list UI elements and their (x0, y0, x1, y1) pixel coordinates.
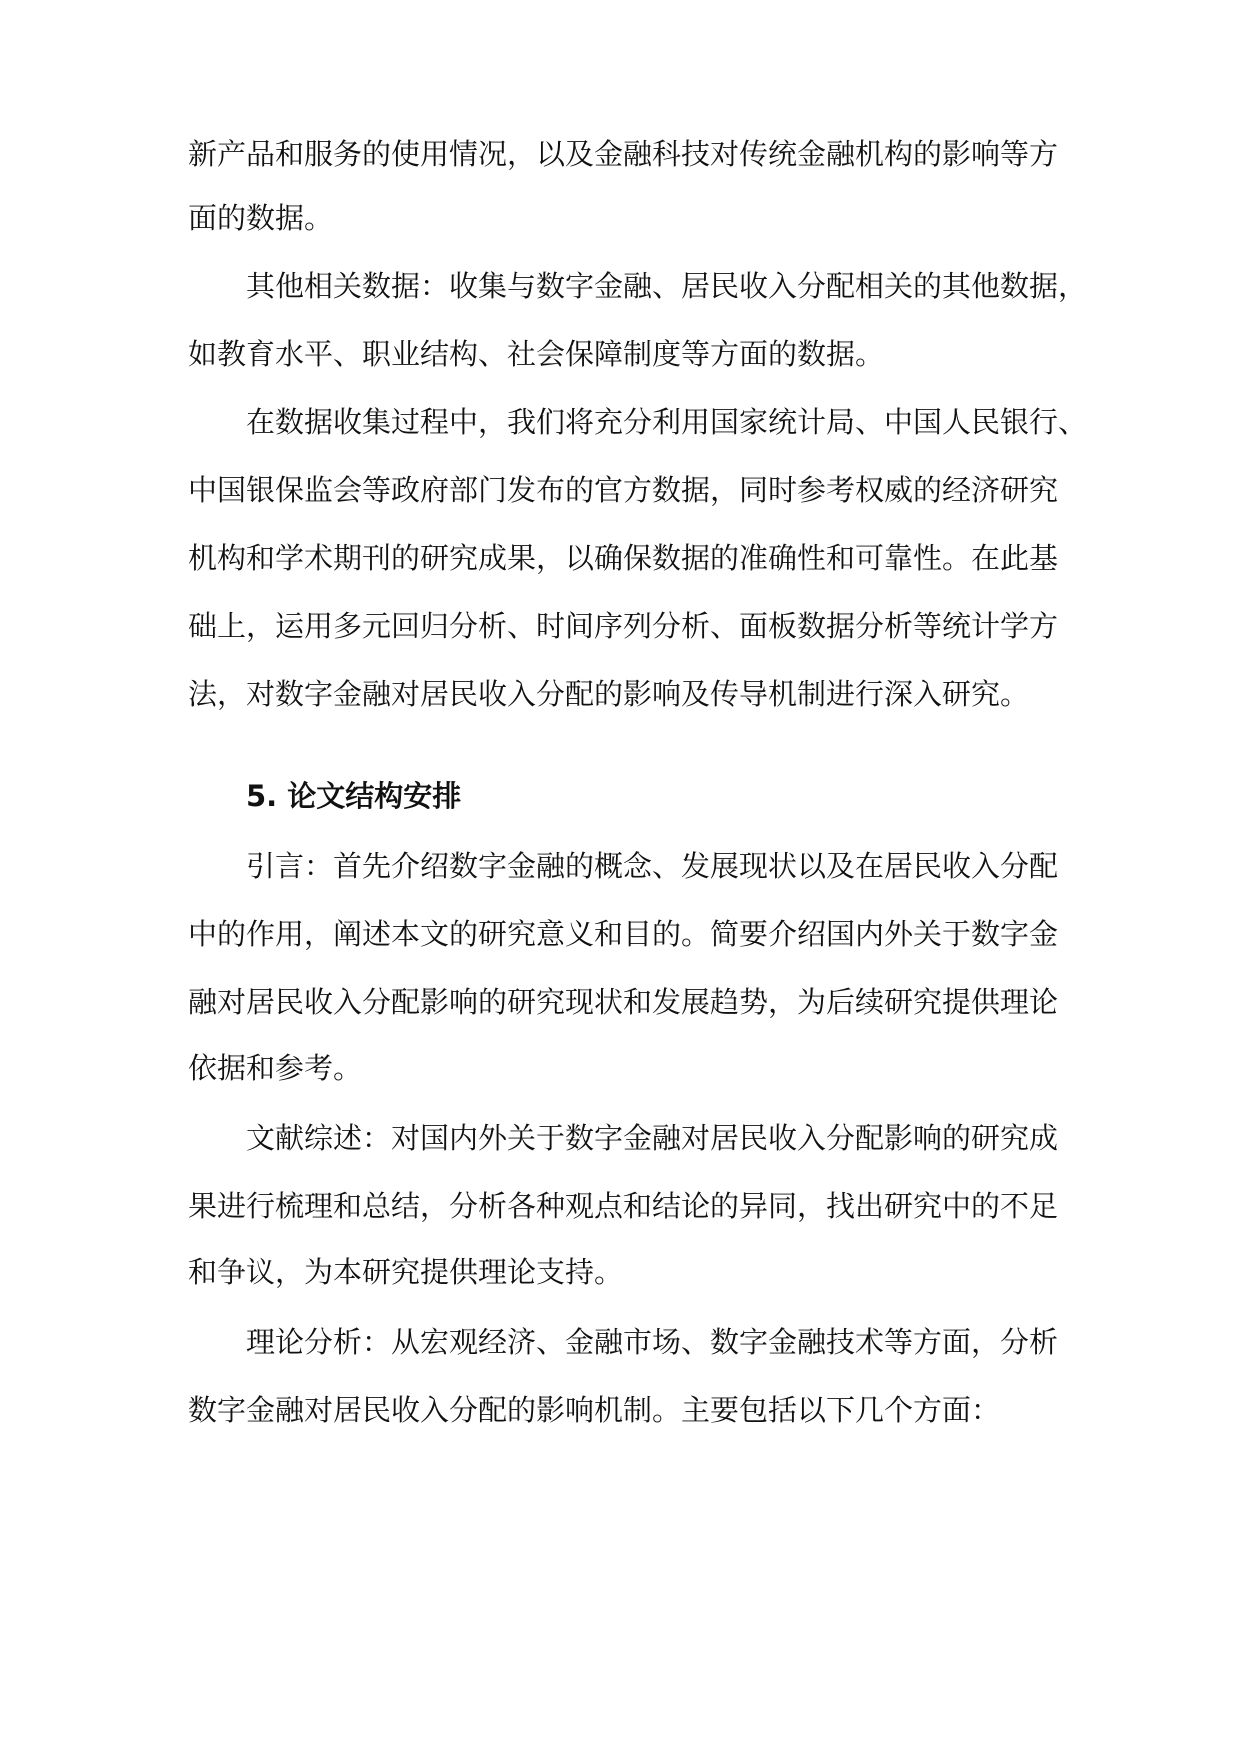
paragraph-line: 面的数据。 (188, 201, 334, 235)
paragraph-line: 新产品和服务的使用情况，以及金融科技对传统金融机构的影响等方 (188, 137, 1059, 171)
paragraph-line: 果进行梳理和总结，分析各种观点和结论的异同，找出研究中的不足 (188, 1189, 1059, 1223)
paragraph-line: 中国银保监会等政府部门发布的官方数据，同时参考权威的经济研究 (188, 473, 1059, 507)
paragraph-line: 融对居民收入分配影响的研究现状和发展趋势，为后续研究提供理论 (188, 985, 1059, 1019)
paragraph-line: 依据和参考。 (188, 1051, 363, 1085)
paragraph-line: 文献综述：对国内外关于数字金融对居民收入分配影响的研究成 (246, 1121, 1059, 1155)
paragraph-line: 法，对数字金融对居民收入分配的影响及传导机制进行深入研究。 (188, 677, 1030, 711)
section-heading: 5. 论文结构安排 (246, 779, 462, 813)
paragraph-line: 其他相关数据：收集与数字金融、居民收入分配相关的其他数据， (246, 269, 1088, 303)
paragraph-line: 础上，运用多元回归分析、时间序列分析、面板数据分析等统计学方 (188, 609, 1059, 643)
paragraph-line: 机构和学术期刊的研究成果，以确保数据的准确性和可靠性。在此基 (188, 541, 1059, 575)
paragraph-line: 引言：首先介绍数字金融的概念、发展现状以及在居民收入分配 (246, 849, 1059, 883)
paragraph-line: 和争议，为本研究提供理论支持。 (188, 1255, 624, 1289)
paragraph-line: 数字金融对居民收入分配的影响机制。主要包括以下几个方面： (188, 1393, 1001, 1427)
paragraph-line: 在数据收集过程中，我们将充分利用国家统计局、中国人民银行、 (246, 405, 1088, 439)
paragraph-line: 中的作用，阐述本文的研究意义和目的。简要介绍国内外关于数字金 (188, 917, 1059, 951)
paragraph-line: 如教育水平、职业结构、社会保障制度等方面的数据。 (188, 337, 885, 371)
paragraph-line: 理论分析：从宏观经济、金融市场、数字金融技术等方面，分析 (246, 1325, 1059, 1359)
